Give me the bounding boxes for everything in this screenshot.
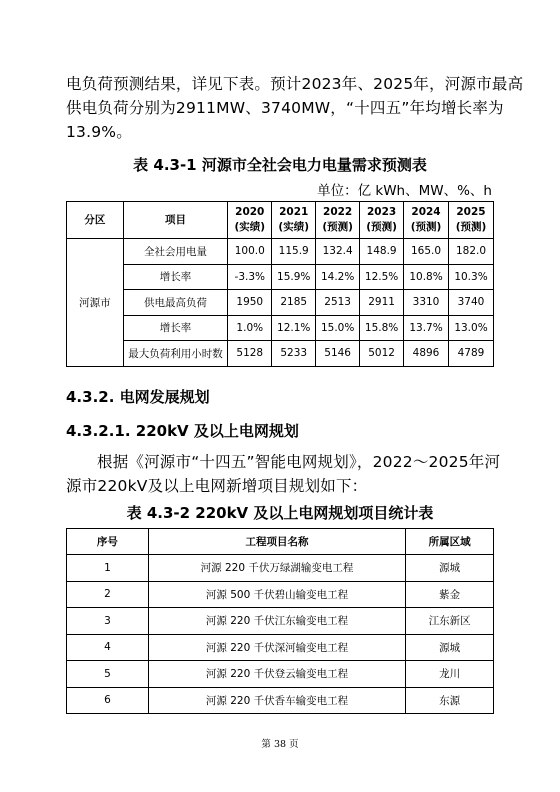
page-number: 第 38 页 — [261, 739, 299, 750]
table1-caption: 表 4.3-1 河源市全社会电力电量需求预测表 — [133, 156, 427, 174]
value-cell: 132.4 — [316, 239, 360, 265]
value-cell: 4789 — [448, 341, 493, 367]
no-cell: 5 — [67, 661, 149, 688]
area-cell: 源城 — [406, 634, 494, 661]
value-cell: 2513 — [316, 290, 360, 316]
table-row — [67, 634, 494, 661]
value-cell: 165.0 — [404, 239, 449, 265]
item-cell: 增长率 — [123, 315, 228, 341]
value-cell: 13.7% — [404, 315, 449, 341]
value-cell: 15.0% — [316, 315, 360, 341]
area-cell: 江东新区 — [406, 608, 494, 635]
no-cell: 1 — [67, 555, 149, 582]
area-cell: 紫金 — [406, 581, 494, 608]
area-cell: 龙川 — [406, 661, 494, 688]
table-row — [67, 555, 494, 582]
table-row — [67, 608, 494, 635]
header-year-2020: 2020 (实绩) — [228, 202, 272, 239]
project-name-cell: 河源 220 千伏万绿湖输变电工程 — [148, 555, 405, 582]
table-row — [67, 239, 494, 265]
value-cell: 5233 — [272, 341, 316, 367]
header-year-2023: 2023 (预测) — [360, 202, 404, 239]
table-row — [67, 581, 494, 608]
header-no: 序号 — [67, 529, 149, 555]
value-cell: 1950 — [228, 290, 272, 316]
value-cell: -3.3% — [228, 264, 272, 290]
no-cell: 6 — [67, 687, 149, 714]
header-year-2024: 2024 (预测) — [404, 202, 449, 239]
intro-line-3: 13.9%。 — [66, 123, 132, 141]
header-project-name: 工程项目名称 — [148, 529, 405, 555]
plan-line-1: 根据《河源市“十四五”智能电网规划》，2022～2025年河 — [97, 453, 501, 471]
table-row — [67, 290, 494, 316]
value-cell: 5012 — [360, 341, 404, 367]
value-cell: 15.8% — [360, 315, 404, 341]
table1-unit: 单位：亿 kWh、MW、%、h — [317, 183, 492, 199]
header-year-2021: 2021 (实绩) — [272, 202, 316, 239]
table2-caption: 表 4.3-2 220kV 及以上电网规划项目统计表 — [126, 504, 434, 522]
header-item: 项目 — [123, 202, 228, 239]
item-cell: 最大负荷利用小时数 — [123, 341, 228, 367]
value-cell: 10.8% — [404, 264, 449, 290]
intro-paragraph — [66, 72, 524, 144]
no-cell: 2 — [67, 581, 149, 608]
item-cell: 增长率 — [123, 264, 228, 290]
value-cell: 115.9 — [272, 239, 316, 265]
intro-line-1: 电负荷预测结果，详见下表。预计2023年、2025年，河源市最高 — [66, 75, 524, 93]
value-cell: 15.9% — [272, 264, 316, 290]
value-cell: 5128 — [228, 341, 272, 367]
table-row — [67, 341, 494, 367]
item-cell: 全社会用电量 — [123, 239, 228, 265]
value-cell: 5146 — [316, 341, 360, 367]
plan-line-2: 源市220kV及以上电网新增项目规划如下： — [66, 477, 368, 495]
project-name-cell: 河源 220 千伏香车输变电工程 — [148, 687, 405, 714]
value-cell: 14.2% — [316, 264, 360, 290]
project-name-cell: 河源 220 千伏江东输变电工程 — [148, 608, 405, 635]
value-cell: 10.3% — [448, 264, 493, 290]
table-header-row — [67, 529, 494, 555]
project-name-cell: 河源 220 千伏深河输变电工程 — [148, 634, 405, 661]
section-heading-4-3-2-1: 4.3.2.1. 220kV 及以上电网规划 — [66, 422, 299, 440]
table-header-row — [67, 202, 494, 239]
table-row — [67, 687, 494, 714]
value-cell: 13.0% — [448, 315, 493, 341]
value-cell: 4896 — [404, 341, 449, 367]
no-cell: 4 — [67, 634, 149, 661]
table-row — [67, 661, 494, 688]
no-cell: 3 — [67, 608, 149, 635]
table-row — [67, 315, 494, 341]
value-cell: 3310 — [404, 290, 449, 316]
value-cell: 182.0 — [448, 239, 493, 265]
header-year-2025: 2025 (预测) — [448, 202, 493, 239]
project-name-cell: 河源 500 千伏碧山输变电工程 — [148, 581, 405, 608]
value-cell: 1.0% — [228, 315, 272, 341]
value-cell: 2185 — [272, 290, 316, 316]
item-cell: 供电最高负荷 — [123, 290, 228, 316]
header-area: 所属区域 — [406, 529, 494, 555]
header-region: 分区 — [67, 202, 124, 239]
area-cell: 东源 — [406, 687, 494, 714]
section-heading-4-3-2: 4.3.2. 电网发展规划 — [66, 388, 210, 406]
value-cell: 3740 — [448, 290, 493, 316]
demand-forecast-table — [66, 201, 494, 367]
plan-paragraph — [66, 450, 501, 498]
area-cell: 源城 — [406, 555, 494, 582]
intro-line-2: 供电负荷分别为2911MW、3740MW，“十四五”年均增长率为 — [66, 99, 504, 117]
project-name-cell: 河源 220 千伏登云输变电工程 — [148, 661, 405, 688]
value-cell: 100.0 — [228, 239, 272, 265]
table-row — [67, 264, 494, 290]
region-cell: 河源市 — [67, 239, 124, 367]
value-cell: 12.1% — [272, 315, 316, 341]
header-year-2022: 2022 (预测) — [316, 202, 360, 239]
value-cell: 2911 — [360, 290, 404, 316]
value-cell: 148.9 — [360, 239, 404, 265]
grid-project-table — [66, 528, 494, 714]
value-cell: 12.5% — [360, 264, 404, 290]
